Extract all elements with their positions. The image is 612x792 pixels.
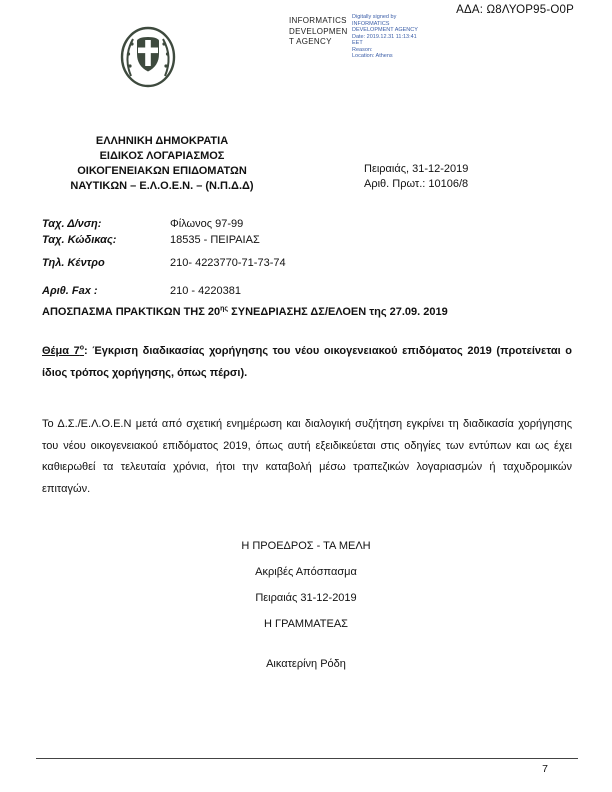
org-line: ΟΙΚΟΓΕΝΕΙΑΚΩΝ ΕΠΙΔΟΜΑΤΩΝ [77,165,247,177]
signature-detail-line: EET [352,40,363,46]
closing-line-certified-copy: Ακριβές Απόσπασμα [255,566,357,578]
contact-value: 18535 - ΠΕΙΡΑΙΑΣ [170,234,260,246]
signature-detail-line: Reason: [352,46,373,53]
org-line: ΕΛΛΗΝΙΚΗ ΔΗΜΟΚΡΑΤΙΑ [95,135,229,147]
closing-line-place-date: Πειραιάς 31-12-2019 [255,592,357,604]
title-text: ΣΥΝΕΔΡΙΑΣΗΣ ΔΣ/ΕΛΟΕΝ της 27.09. 2019 [228,306,448,318]
signature-detail-line: Date: 2019.12.31 11:13:41 [352,33,417,40]
minutes-extract-title [42,306,572,318]
organization-letterhead [40,134,284,194]
contact-label: Ταχ. Κώδικας: [42,234,117,246]
signature-detail-line: INFORMATICS [352,20,390,27]
title-ordinal-sup: ης [220,305,229,313]
greek-coat-of-arms-icon [118,24,178,90]
subject-ordinal-sup: ο [79,344,85,352]
decision-paragraph: Το Δ.Σ./Ε.Λ.Ο.Ε.Ν μετά από σχετική ενημέρωση και διαλογική συζήτηση εγκρίνει τη διαδικασία χορήγησης του νέου οικογενειακού επιδόματος 2019, όπως αυτή εξειδικεύεται στις οδηγίες των εντύπων και ως έχει καθιερωθεί τα τελευταία χρόνια, ήτοι την καταβολή μέσω τραπεζικών λογαριασμών ή ταχυδρομικών επιταγών. [42,418,572,495]
contact-value: 210 - 4220381 [170,285,241,297]
footer-divider [36,758,578,759]
page-number: 7 [542,763,548,775]
signatory-name: Αικατερίνη Ρόδη [266,658,346,670]
title-text: ΑΠΟΣΠΑΣΜΑ ΠΡΑΚΤΙΚΩΝ ΤΗΣ 20 [42,306,221,318]
contact-label: Αριθ. Fax : [42,285,98,297]
signature-detail-line: Digitally signed by [352,14,397,20]
subject-text: Έγκριση διαδικασίας χορήγησης του νέου οικογενειακού επιδόματος 2019 (προτείνεται ο ίδιος τρόπος χορήγησης, όπως πέρσι). [42,345,572,379]
contact-value: 210- 4223770-71-73-74 [170,257,286,269]
subject-label: Θέμα $7^o$ [42,344,85,357]
closing-line-president-members: Η ΠΡΟΕΔΡΟΣ - ΤΑ ΜΕΛΗ [241,540,371,552]
closing-block [0,540,612,670]
agency-stamp-line: DEVELOPMEN [289,26,348,36]
contact-row [42,255,382,271]
org-line: ΝΑΥΤΙΚΩΝ – Ε.Λ.Ο.Ε.Ν. – (Ν.Π.Δ.Δ) [70,180,254,192]
subject-separator: : [84,345,93,357]
contact-row [42,283,382,299]
contact-row [42,232,382,248]
protocol-number: Αριθ. Πρωτ.: 10106/8 [364,178,469,190]
signature-detail-line: DEVELOPMENT AGENCY [352,27,418,33]
contact-label: Ταχ. Δ/νση: [42,218,102,230]
informatics-agency-stamp [289,16,361,48]
contact-info-block [42,216,382,299]
agency-stamp-line: INFORMATICS [289,16,347,25]
contact-value: Φίλωνος 97-99 [170,218,244,230]
subject-line [42,341,572,384]
date-protocol-block [364,162,468,192]
contact-label: Τηλ. Κέντρο [42,257,105,269]
agency-stamp-line: T AGENCY [289,37,332,46]
org-line: ΕΙΔΙΚΟΣ ΛΟΓΑΡΙΑΣΜΟΣ [99,150,225,162]
digital-signature-details [352,14,452,60]
signature-detail-line: Location: Athens [352,53,393,59]
closing-line-secretary: Η ΓΡΑΜΜΑΤΕΑΣ [264,618,348,630]
contact-row [42,216,382,232]
ada-code: ΑΔΑ: Ω8ΛΥΟΡ95-Ο0Ρ [456,4,574,16]
place-date: Πειραιάς, 31-12-2019 [364,163,469,175]
